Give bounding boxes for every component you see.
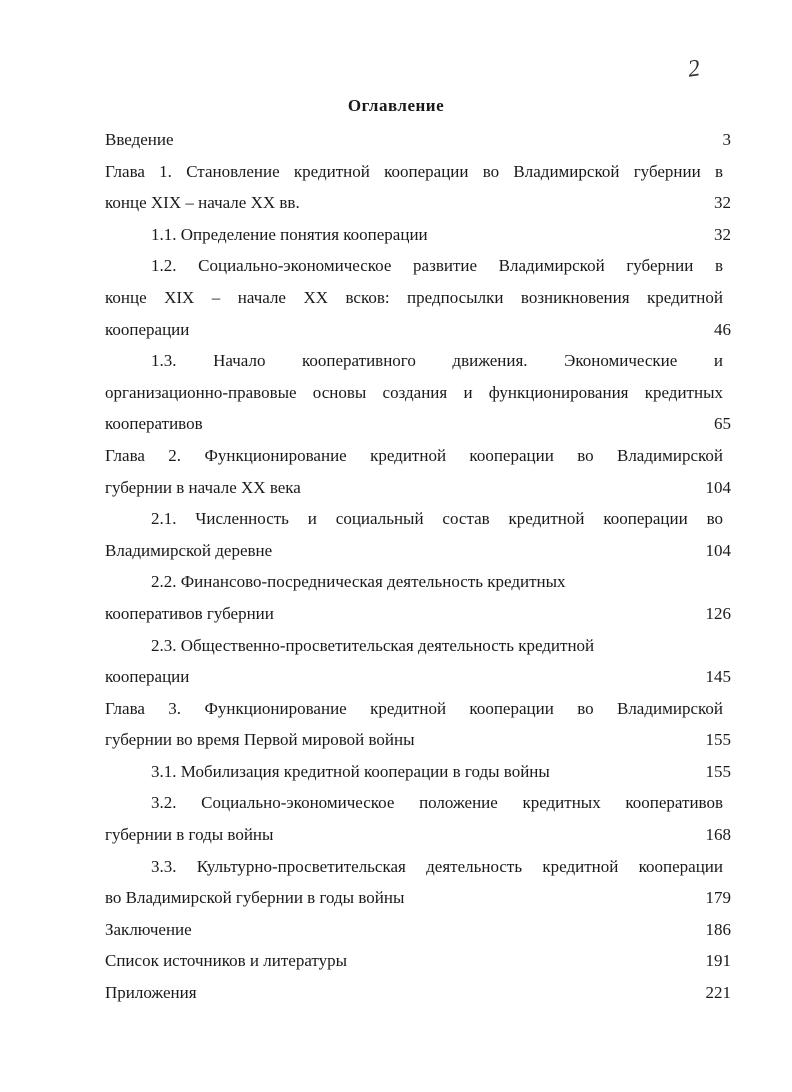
toc-line-page: 155 xyxy=(705,761,731,781)
toc-line-text: конце XIX – начале XX вв. xyxy=(105,193,300,213)
toc-line-text: кооперации xyxy=(105,667,190,687)
handwritten-page-number: 2 xyxy=(686,55,702,83)
toc-line xyxy=(105,724,731,756)
toc-line-page: 104 xyxy=(705,540,731,560)
toc-line xyxy=(105,124,731,156)
toc-line-text: губернии в начале XX века xyxy=(105,477,301,497)
table-of-contents xyxy=(105,124,731,1009)
toc-line-page xyxy=(723,693,731,725)
toc-line-page: 32 xyxy=(714,193,731,213)
toc-line xyxy=(105,535,731,567)
toc-line-text: Приложения xyxy=(105,983,197,1003)
toc-line xyxy=(105,851,731,883)
toc-line-text: 2.3. Общественно-просветительская деятельность кредитной xyxy=(151,635,595,655)
toc-line-text: 1.1. Определение понятия кооперации xyxy=(151,224,428,244)
toc-line-page: 186 xyxy=(705,919,731,939)
toc-line-page xyxy=(723,345,731,377)
toc-line-text: Владимирской деревне xyxy=(105,540,273,560)
toc-line xyxy=(105,756,731,788)
toc-line-text: губернии в годы войны xyxy=(105,825,274,845)
toc-line-text: Введение xyxy=(105,130,174,149)
toc-line-page xyxy=(723,566,731,598)
toc-line xyxy=(105,314,731,346)
toc-line-text: 3.3. Культурно-просветительская деятельность кредитной кооперации xyxy=(151,856,723,876)
toc-line xyxy=(105,472,731,504)
toc-line-text: конце XIX – начале XX всков: предпосылки возникновения кредитной xyxy=(105,287,723,307)
toc-line-page xyxy=(723,440,731,472)
toc-line-page xyxy=(723,282,731,314)
toc-line xyxy=(105,882,731,914)
toc-line-text: Глава 2. Функционирование кредитной кооперации во Владимирской xyxy=(105,445,723,465)
toc-line xyxy=(105,566,731,598)
toc-line xyxy=(105,787,731,819)
toc-line-page: 168 xyxy=(705,825,731,845)
toc-line xyxy=(105,440,731,472)
toc-line-page xyxy=(723,630,731,662)
toc-line xyxy=(105,630,731,662)
toc-line-page: 104 xyxy=(705,477,731,497)
toc-line-page: 65 xyxy=(714,414,731,434)
toc-line xyxy=(105,914,731,946)
toc-line xyxy=(105,250,731,282)
toc-line-page: 32 xyxy=(714,224,731,244)
toc-line xyxy=(105,377,731,409)
toc-line xyxy=(105,945,731,977)
toc-line-text: 2.2. Финансово-посредническая деятельность кредитных xyxy=(151,572,566,592)
toc-line-text: Глава 1. Становление кредитной кооперации во Владимирской губернии в xyxy=(105,161,723,181)
toc-line xyxy=(105,503,731,535)
toc-line-page xyxy=(723,851,731,883)
toc-line-text: 3.2. Социально-экономическое положение кредитных кооперативов xyxy=(151,793,723,813)
page-title: Оглавление xyxy=(347,96,445,115)
toc-line xyxy=(105,693,731,725)
toc-line-page: 126 xyxy=(705,603,731,623)
toc-line xyxy=(105,156,731,188)
toc-line-page: 155 xyxy=(705,730,731,750)
toc-line-page: 179 xyxy=(705,888,731,908)
toc-line-page: 191 xyxy=(705,951,731,971)
toc-line xyxy=(105,408,731,440)
toc-line-text: кооперативов xyxy=(105,414,203,434)
toc-line-text: 3.1. Мобилизация кредитной кооперации в годы войны xyxy=(151,761,550,781)
toc-line xyxy=(105,282,731,314)
toc-line xyxy=(105,977,731,1009)
toc-line xyxy=(105,219,731,251)
toc-line-page: 145 xyxy=(705,667,731,687)
toc-line-page xyxy=(723,250,731,282)
toc-line-page: 221 xyxy=(705,983,731,1003)
toc-line-page xyxy=(723,377,731,409)
toc-line-text: 2.1. Численность и социальный состав кредитной кооперации во xyxy=(151,509,723,529)
toc-line-text: Глава 3. Функционирование кредитной кооперации во Владимирской xyxy=(105,698,723,718)
toc-line-text: 1.3. Начало кооперативного движения. Экономические и xyxy=(151,351,723,371)
toc-line-text: Заключение xyxy=(105,919,192,939)
toc-line-page: 46 xyxy=(714,319,731,339)
toc-line xyxy=(105,661,731,693)
toc-line-text: во Владимирской губернии в годы войны xyxy=(105,888,405,908)
toc-line-page xyxy=(723,787,731,819)
toc-line-page: 3 xyxy=(722,130,731,149)
toc-line-text: Список источников и литературы xyxy=(105,951,348,971)
toc-line-text: кооперации xyxy=(105,319,190,339)
toc-line-text: губернии во время Первой мировой войны xyxy=(105,730,415,750)
toc-line xyxy=(105,598,731,630)
toc-line-text: кооперативов губернии xyxy=(105,603,274,623)
toc-line xyxy=(105,345,731,377)
toc-line-page xyxy=(723,503,731,535)
toc-line-text: организационно-правовые основы создания и функционирования кредитных xyxy=(105,382,723,402)
toc-line xyxy=(105,187,731,219)
toc-line-text: 1.2. Социально-экономическое развитие Владимирской губернии в xyxy=(151,256,723,276)
toc-line xyxy=(105,819,731,851)
toc-line-page xyxy=(723,156,731,188)
